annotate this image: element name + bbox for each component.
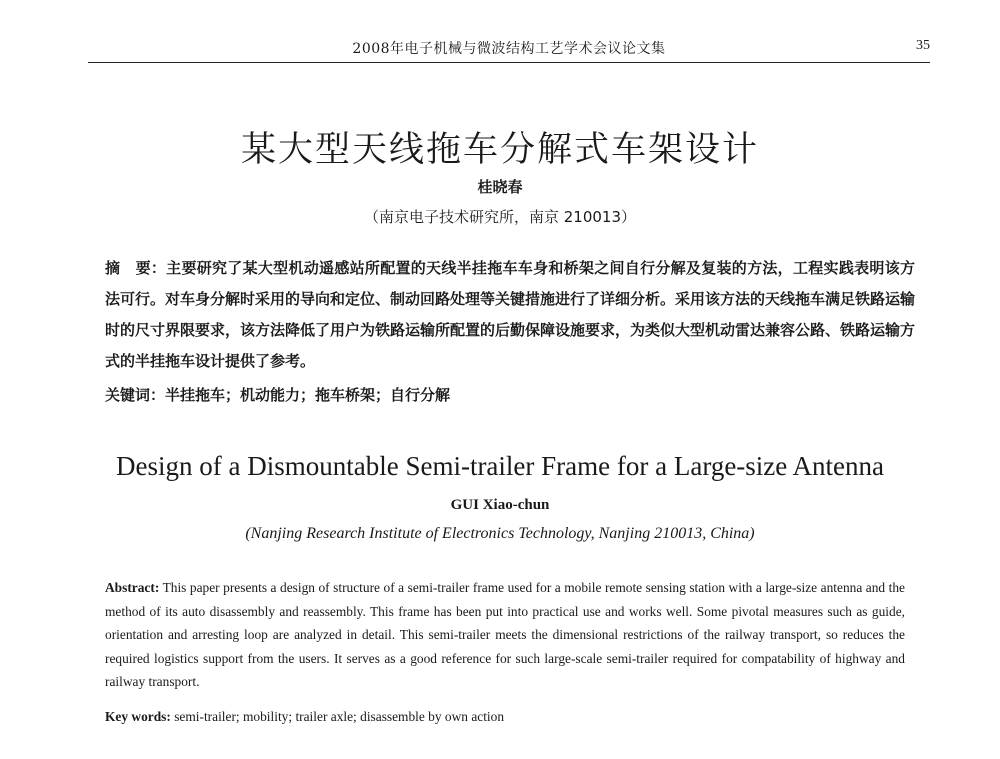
paper-title-en: Design of a Dismountable Semi-trailer Frame for a Large-size Antenna (116, 451, 884, 481)
keywords-en-text: semi-trailer; mobility; trailer axle; disassemble by own action (174, 709, 505, 724)
keywords-cn (105, 384, 450, 405)
abstract-en-label: Abstract: (105, 580, 160, 595)
abstract-cn (105, 253, 915, 377)
page-number: 35 (916, 38, 930, 53)
abstract-en (105, 576, 905, 694)
affiliation-cn: （南京电子技术研究所，南京 210013） (363, 208, 637, 226)
journal-title: 2008年电子机械与微波结构工艺学术会议论文集 (352, 41, 666, 57)
running-head (88, 38, 930, 63)
abstract-cn-label: 摘 要： (105, 259, 167, 277)
keywords-en (105, 709, 504, 725)
keywords-en-label: Key words: (105, 709, 171, 724)
keywords-cn-label: 关键词： (105, 386, 166, 404)
abstract-cn-text: 主要研究了某大型机动遥感站所配置的天线半挂拖车车身和桥架之间自行分解及复装的方法，工程实践表明该方法可行。对车身分解时采用的导向和定位、制动回路处理等关键措施进行了详细分析。采用该方法的天线拖车满足铁路运输时的尺寸界限要求，该方法降低了用户为铁路运输所配置的后勤保障设施要求，为类似大型机动雷达兼容公路、铁路运输方式的半挂拖车设计提供了参考。 (105, 259, 916, 370)
affiliation-en: (Nanjing Research Institute of Electronics Technology, Nanjing 210013, China) (245, 525, 755, 542)
abstract-en-text: This paper presents a design of structure of a semi-trailer frame used for a mobile remote sensing station with a large-size antenna and the method of its auto disassembly and reassembly. This frame has been put into practical use and works well. Some pivotal measures such as guide, orientation and arresting loop are analyzed in detail. This semi-trailer meets the dimensional restrictions of the railway transport, so reduces the required logistics support from the users. It serves as a good reference for such large-scale semi-trailer required for compatability of highway and railway transport. (105, 580, 905, 689)
paper-title-cn: 某大型天线拖车分解式车架设计 (240, 130, 759, 170)
author-cn: 桂晓春 (477, 178, 523, 196)
keywords-cn-text: 半挂拖车；机动能力；拖车桥架；自行分解 (165, 386, 451, 404)
author-en: GUI Xiao-chun (450, 497, 550, 513)
